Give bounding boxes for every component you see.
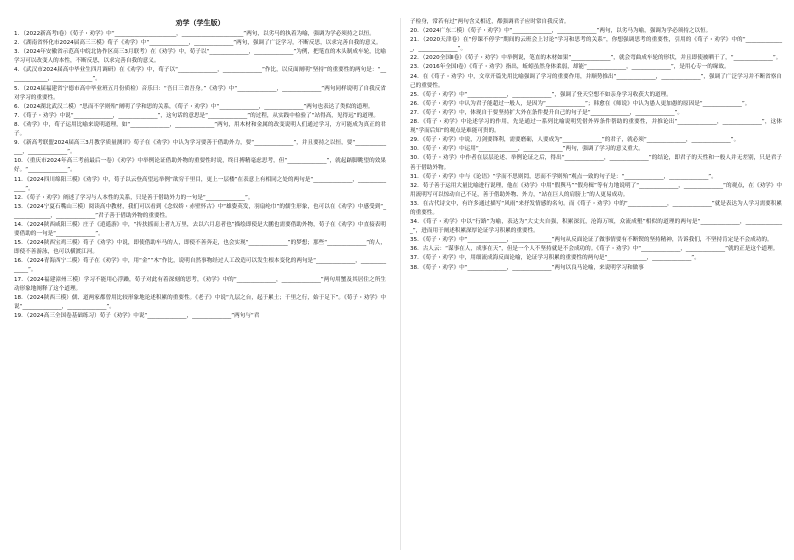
column-divider — [400, 18, 401, 550]
question-item: 9．《新高考联盟2024届高三3月教学质量测评》荀子在《劝学》中认为学习要善于借助外力，要“______________”，并且要持之以恒，要“______________，______________”。 — [14, 140, 386, 156]
question-item: 7．《荀子・劝学》中说“______________，______________”，这句话的意思是“______________”的过程，从实践中检验了“站得高，见得远”的道理。 — [14, 112, 379, 119]
question-item: 12．《荀子・劝学》阐述了学习与人本性的关系，只是善于借助外力的一句是“______________”。 — [14, 194, 254, 201]
question-item: 31．《荀子・劝学》中与《论语》“学而不思则罔，思而不学则殆”观点一致的句子是：“______________，______________”。 — [410, 173, 717, 180]
question-item: 32．荀子善于运用大量比喻进行说理，他在《劝学》中用“假舆马”“假舟楫”等有力地说明了“______________，______________”的观点，在《劝学》中用流明写可以惊动自己不足，善于借助外物、外力，“站在巨人的肩膀上”的人更易成功。 — [410, 182, 782, 198]
question-item: 16．（2024青海西宁二模）荀子在《劝学》中，用“金”“木”作比，说明自然事物经过人工改造可以发生根本变化的两句是“______________，______________”。 — [14, 258, 386, 274]
right-column — [410, 18, 782, 273]
question-item: 20．（2024广东二模）《荀子・劝学》中“______________，______________”两句，以劣马为喻，强调为学必须持之以恒。 — [410, 28, 712, 35]
question-item: 19．（2024高三全国卷基础练习）荀子《劝学》中说“______________，______________”两句与“君 — [14, 312, 260, 319]
question-item: 3．（2024年安徽省示范高中皖北协作区高三3月联考）在《劝学》中，荀子以“______________，______________”为例，把笔直的木头制成车轮，比喻学习可以改变人的本性，不断反思，以求完善自我的意义。 — [14, 49, 386, 65]
question-item: 6．（2024湖北武汉二模）“思而不学则殆”阐明了学和思的关系，《荀子・劝学》中“______________，______________”两句也表达了类似的道理。 — [14, 103, 374, 110]
document-page — [14, 18, 782, 550]
question-item: 27．《荀子・劝学》中，体现自于要坚持扩大外在条件提升自己的句子是“______________，______________”。 — [410, 109, 684, 116]
question-item: 2．《湖南省怀化市2024届高三三模》荀子《劝学》中“______________，______________”两句，强调了广泛学习，不断反思，以求完善自我的意义。 — [14, 40, 382, 47]
document-title: 劝学（学生版） — [175, 19, 225, 27]
question-item: 13．（2024宁夏石嘴山三模）阅读高中教材，我们可以看到《念奴娇・赤壁怀古》中“雄姿英发，羽扇纶巾”的儒生形象，也可以在《劝学》中感受到“______________，______________”君子善于借助外物的重要性。 — [14, 203, 386, 219]
question-item: 17．（2024福建漳州三模）学习不能用心浮躁，荀子对此有着深刻的思考，《劝学》中的“______________，______________”两句用蟹及其居住之所生动形象地阐释了这个道理。 — [14, 276, 386, 292]
question-item: 35．《荀子・劝学》中“______________，______________”两句从反面论证了做事情要有不断锲的坚持精神，告诉我们，不坚持肯定是不会成功的。 — [410, 237, 773, 244]
question-item: 24．在《荀子・劝学》中，文章开篇先用比喻强调了学习的重要作用，并顺势推出“______________，______________”，强调了广泛学习并不断省察自己的重要性。 — [410, 73, 782, 89]
question-item: 1．（2022新高考Ⅰ卷）《荀子・劝学》中“______________________，______________________”两句，以劣马的执着为喻，强调为学必须持之以恒。 — [14, 31, 375, 37]
question-item: 26．《荀子・劝学》中认为君子能超过一般人，是因为“______________”；韩愈在《师说》中认为愚人更加愚的原因是“______________”。 — [410, 100, 751, 107]
question-item: 30．《荀子・劝学》中运用“______________，______________”两句，强调了学习的意义重大。 — [410, 146, 644, 153]
question-item: 11．《2024四川绵阳三模》《劝学》中，荀子以云登高望远举例“欲穷千里目，更上一层楼”在表意上有相同之处的两句是“______________，______________”。 — [14, 176, 386, 192]
question-item: 8．《劝学》中，荀子运用比喻来说明道理，如“______________，______________”两句，用木材和金属的改变说明人们通过学习，方可能成为真正的君子。 — [14, 121, 386, 138]
question-item: 33．在古代诗文中，有许多通过描写“风雨”来抒发情感的名句。而《荀子・劝学》中的“______________，______________”就是表达为人学习需要积累的重要性。 — [410, 200, 782, 216]
question-item: 34．《荀子・劝学》中以“行路”为喻，表达为“大丈夫自强，积累深沉，沧海万顷，众流成壑”相似的道理的两句是“______________，______________”，进而用于阐述积累深厚论证学习积累的重要性。 — [410, 219, 782, 235]
question-item: 28．《荀子・劝学》中论述学习的作用，先是通过一系列比喻说明凭借外界条件帮助的重要性，并推论出“______________，______________”，这体现“学而后知”的观点是难能可贵的。 — [410, 119, 782, 135]
question-item: 22．（2020全国Ⅱ卷）《荀子・劝学》中举例说，笔直的木材如果“______________”，就会弯曲成车轮的形状，并且即使被晒干了，“______________”。 — [410, 55, 782, 62]
question-item: 18．（2024陕西三模）儒、道两家都曾用比较形象地论述积累的重要性。《老子》中说“九层之台，起于累土；千里之行，始于足下”。《荀子・劝学》中说“______________，______________”。 — [14, 294, 386, 310]
left-column — [14, 18, 386, 321]
question-item: 37．《荀子・劝学》中，用细流成海反面论喻，论证学习积累的重要性的两句是“______________，______________”。 — [410, 255, 700, 262]
question-item: 25．《荀子・劝学》中“______________，______________”，强调了登天空想不如亲身学习收获大的道理。 — [410, 91, 672, 98]
question-item: 4．《武汉市2024届高中毕业生四月调研》在《劝学》中，荀子以“______________，______________”作比，以反面阐明“坚持”的重要性的两句是：“______________，______________”。 — [14, 67, 386, 83]
question-item: 15．（2024陕西宝鸡三模）荀子《劝学》中说，即使借助车马的人，即使不善奔走，也会实现“______________”的梦想；那些“______________”的人，即使不善游泳，也可以横渡江河。 — [14, 240, 386, 256]
question-item: 14．（2024陕西咸阳三模）庄子《逍遥游》中，“抟扶摇而上者九万里，去以六月息者也”描绘即使是大鹏也需要借助外物，荀子在《劝学》中直接表明要借助的一句是“______________”。 — [14, 221, 386, 238]
question-item: 10．（重庆市2024年高三考前最后一卷）《劝学》中举例论证借助外物的重要性时说，终日搏精毫虑思考，但“______________”，就起踮脚眺望的效果好。“______________”。 — [14, 158, 386, 174]
question-item: 30．《荀子・劝学》中作者在层层论述、举例论证之后，得出“______________，______________”的结论，即君子的天性和一般人并无差别，只是君子善于借助外物。 — [410, 155, 782, 171]
question-item: 21．（2020天津卷）在“停课不停学”期间的云班会上讨论“学习和思考的关系”，你想强调思考的重要性，引用的《荀子・劝学》中的“______________，______________”。 — [410, 37, 782, 53]
question-item: 38．《荀子・劝学》中“______________，______________”两句以良马论喻，来说明学习和做事 — [410, 264, 644, 271]
question-item: 36．古人云：“谋事在人，成事在天”，但是一个人不坚持就是不会成功的。《荀子・劝学》中“______________，______________”就的正是这个道理。 — [410, 246, 779, 253]
question-item: 23．（2016年全国Ⅰ卷）《荀子・劝学》指出，蚯蚓虽然身体柔弱，却能“______________，______________”，是用心专一的缘故。 — [410, 64, 730, 71]
question-item: 29．《荀子・劝学》中说，刀剑要锋利，需要磨砺，人要成为“______________”的君子，就必须“______________，______________”。 — [410, 137, 740, 144]
question-item: 5．（2024届福建省宁德市高中毕业班五月份质检）音乐曰：“吾日三省吾身。”《劝学》中“______________，______________”两句同样说明了自我反省对学习的重要性。 — [14, 85, 386, 101]
question-item: 子检身，常若有过”两句含义相近，都强调君子应时常自我反省。 — [410, 19, 570, 25]
